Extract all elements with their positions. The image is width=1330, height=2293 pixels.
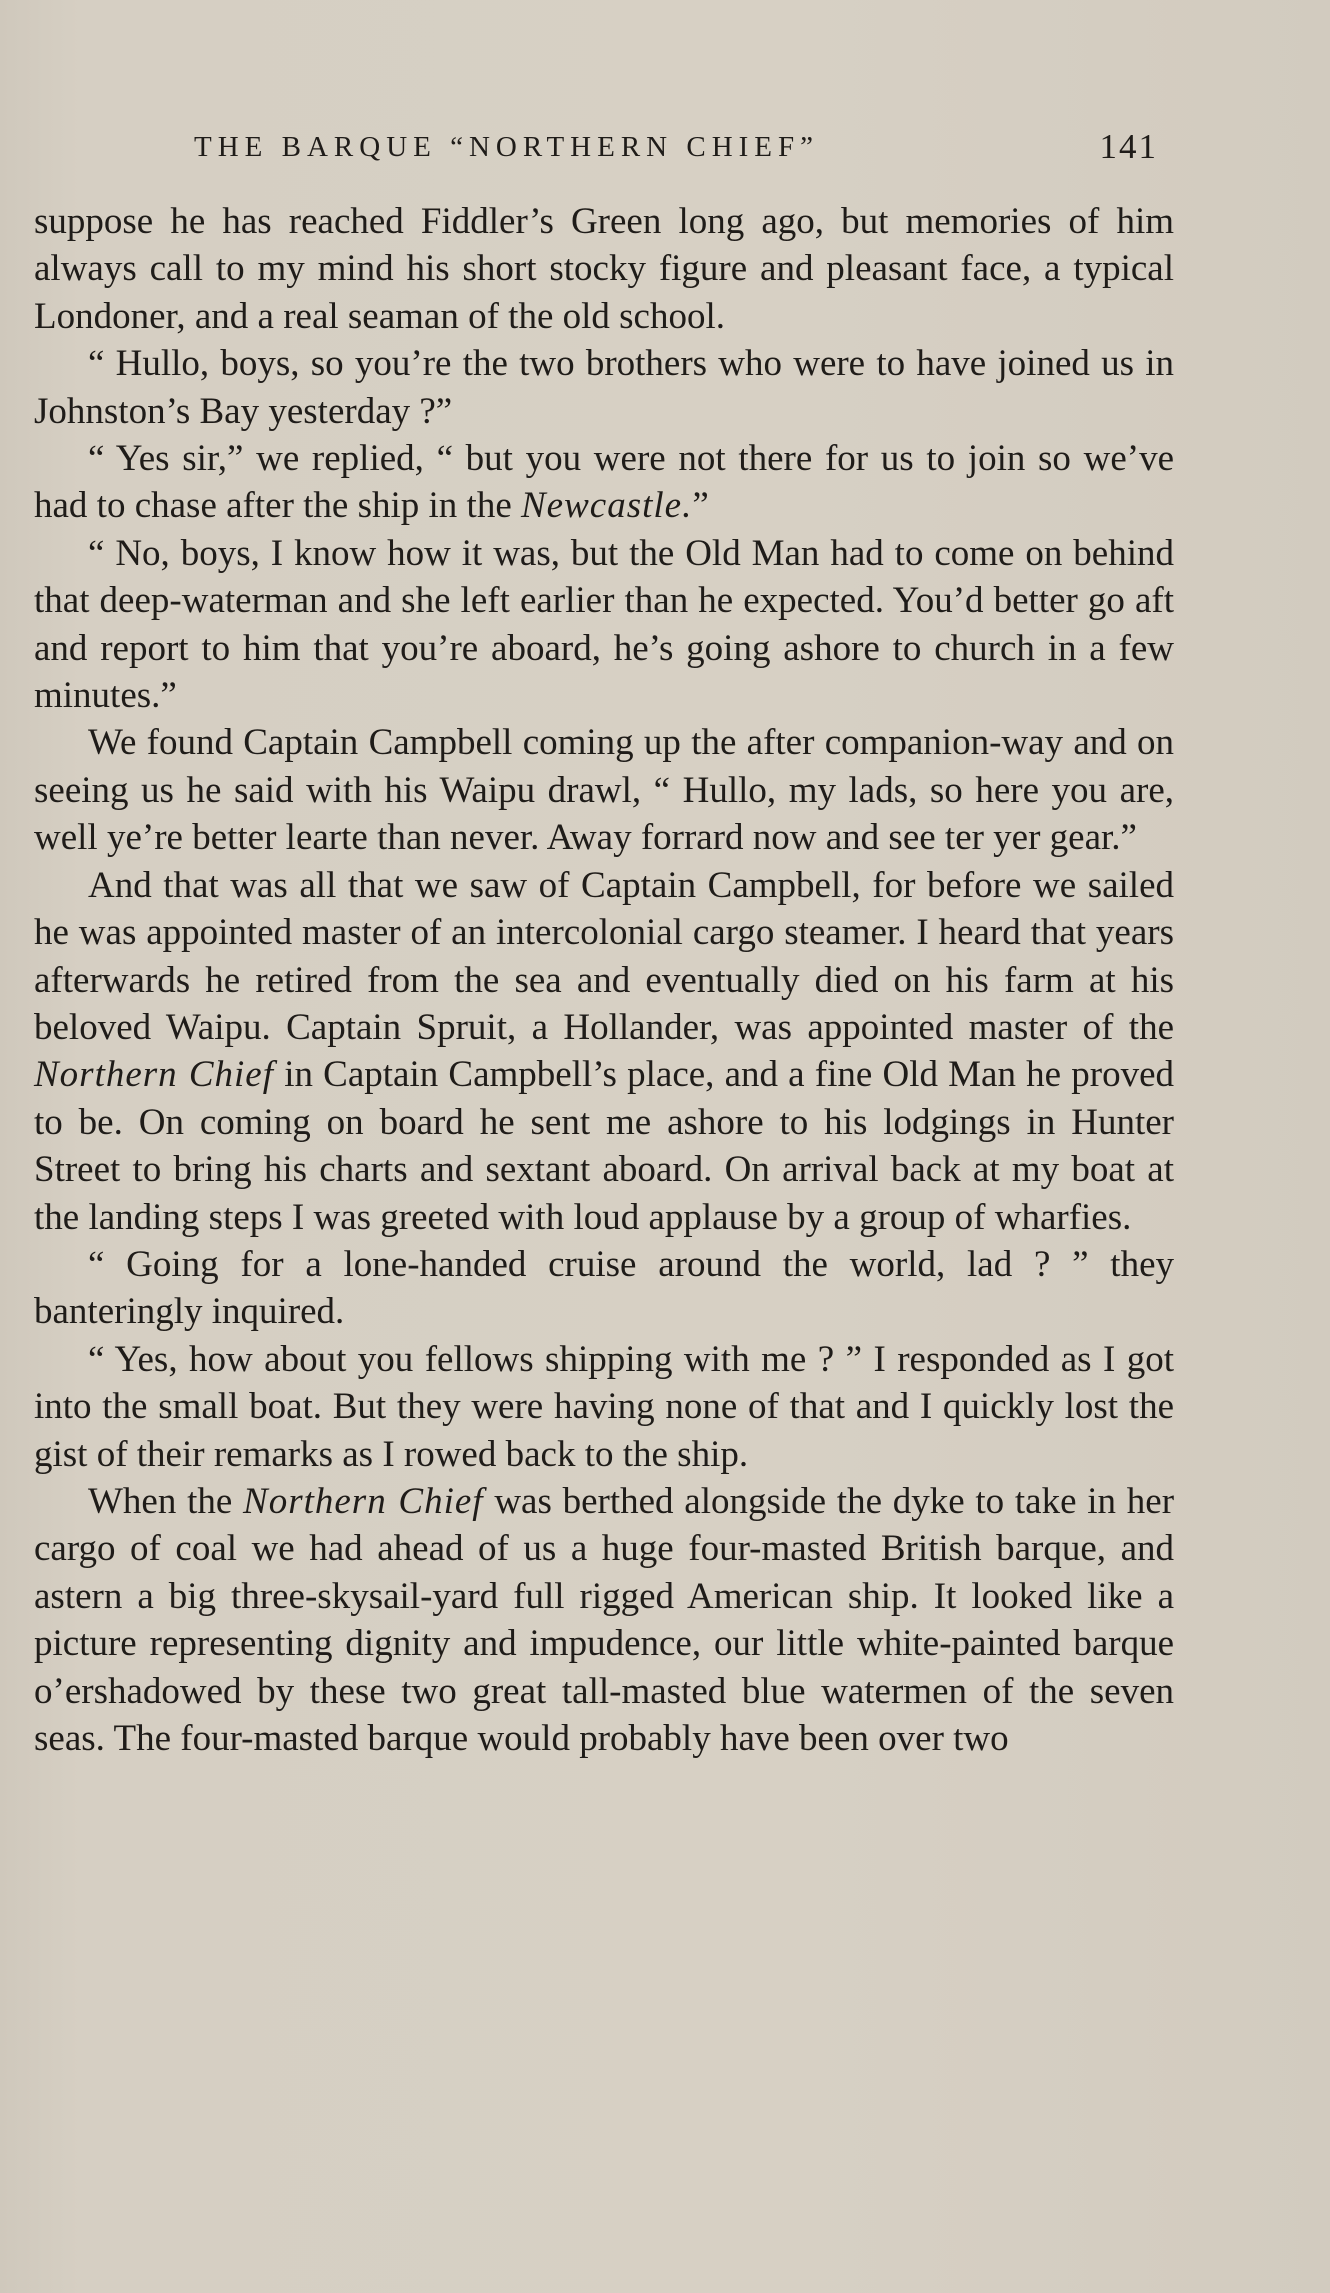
paragraph: [34, 719, 1174, 861]
paragraph: [34, 198, 1174, 340]
running-head: [190, 122, 1170, 172]
text-run: “ Hullo, boys, so you’re the two brothers who were to have joined us in Johnston’s Bay yesterday ?”: [34, 343, 1174, 432]
paragraph: [34, 862, 1174, 1241]
ship-name-italic: Northern Chief: [243, 1480, 484, 1522]
paragraph: [34, 340, 1174, 435]
running-title: THE BARQUE “NORTHERN CHIEF”: [194, 131, 820, 163]
ship-name-italic: Newcastle.: [521, 485, 693, 527]
text-run: When the: [88, 1480, 244, 1522]
body-text: [34, 198, 1174, 1762]
text-run: And that was all that we saw of Captain Campbell, for before we sailed he was appointed master of an intercolonial cargo steamer. I heard that years afterwards he retired from the sea and eventually died on his farm at his beloved Waipu. Captain Spruit, a Hollander, was appointed master of the: [34, 864, 1174, 1048]
text-run: We found Captain Campbell coming up the after companion-way and on seeing us he said with his Waipu drawl, “ Hullo, my lads, so here you are, well ye’re better learte than never. Away forrard now and see ter yer gear.”: [34, 722, 1174, 859]
text-run: “ Yes, how about you fellows shipping with me ? ” I responded as I got into the small boat. But they were having none of that and I quickly lost the gist of their remarks as I rowed back to the ship.: [34, 1338, 1174, 1475]
text-run: ”: [692, 485, 709, 527]
paragraph: [34, 435, 1174, 530]
text-run: “ Going for a lone-handed cruise around the world, lad ? ” they banteringly inquired.: [34, 1243, 1174, 1333]
text-run: in Captain Campbell’s place, and a fine Old Man he proved to be. On coming on board he sent me ashore to his lodgings in Hunter Street to bring his charts and sextant aboard. On arrival back at my boat at the landing steps I was greeted with loud applause by a group of wharfies.: [34, 1054, 1174, 1238]
page-number: 141: [1099, 127, 1158, 166]
text-run: suppose he has reached Fiddler’s Green long ago, but memories of him always call to my mind his short stocky figure and pleasant face, a typical Londoner, and a real seaman of the old school.: [34, 201, 1174, 337]
paragraph: [34, 530, 1174, 720]
text-run: was berthed alongside the dyke to take in her cargo of coal we had ahead of us a huge four-masted British barque, and astern a big three-skysail-yard full rigged American ship. It looked like a picture representing dignity and impudence, our little white-painted barque o’ershadowed by these two great tall-masted blue watermen of the seven seas. The four-masted barque would probably have been over two: [34, 1480, 1175, 1759]
text-run: “ No, boys, I know how it was, but the Old Man had to come on behind that deep-waterman and she left earlier than he expected. You’d better go aft and report to him that you’re aboard, he’s going ashore to church in a few minutes.”: [34, 532, 1174, 717]
paragraph: [34, 1241, 1174, 1336]
paragraph: [34, 1336, 1174, 1478]
text-run: “ Yes sir,” we replied, “ but you were not there for us to join so we’ve had to chase after the ship in the: [34, 438, 1174, 527]
paragraph: [34, 1478, 1174, 1762]
ship-name-italic: Northern Chief: [34, 1054, 275, 1096]
